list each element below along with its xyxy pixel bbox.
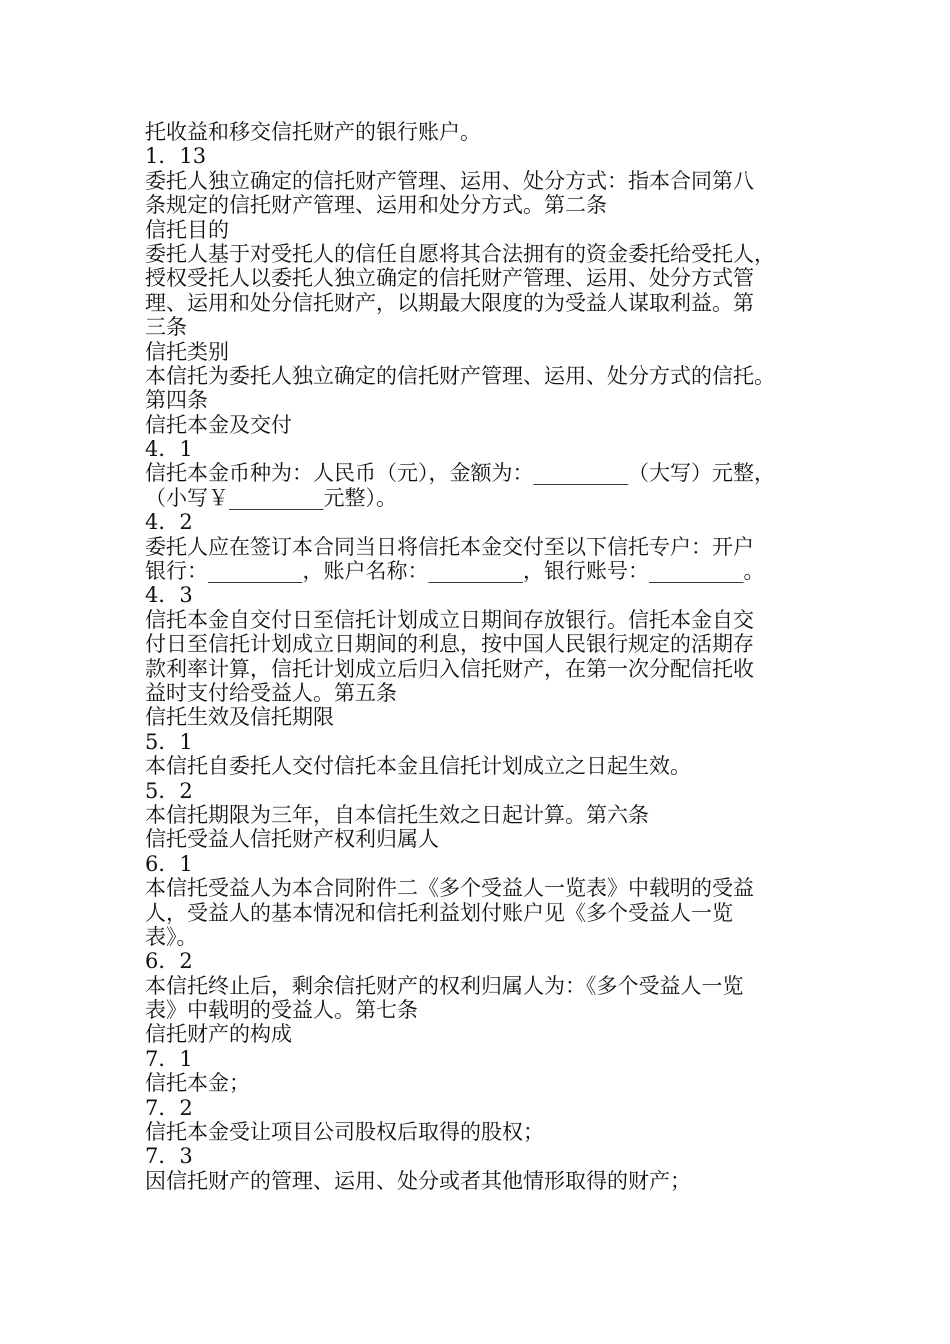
text-line: 信托本金币种为：人民币（元），金额为：_________（大写）元整， bbox=[145, 461, 775, 486]
clause-number: 5．2 bbox=[145, 778, 193, 803]
section-heading: 信托财产的构成 bbox=[145, 1022, 292, 1047]
text-line: 益时支付给受益人。第五条 bbox=[145, 680, 397, 705]
text-line: 委托人基于对受托人的信任自愿将其合法拥有的资金委托给受托人， bbox=[145, 241, 775, 266]
text-line: 条规定的信托财产管理、运用和处分方式。第二条 bbox=[145, 193, 607, 218]
section-heading: 信托生效及信托期限 bbox=[145, 705, 334, 730]
section-heading: 信托受益人信托财产权利归属人 bbox=[145, 827, 439, 852]
text-line: 托收益和移交信托财产的银行账户。 bbox=[145, 120, 481, 144]
text-line: 信托本金受让项目公司股权后取得的股权； bbox=[145, 1120, 544, 1145]
text-line: 信托本金； bbox=[145, 1071, 250, 1096]
section-heading: 信托目的 bbox=[145, 217, 229, 242]
clause-number: 4．3 bbox=[145, 583, 193, 608]
text-line: 委托人应在签订本合同当日将信托本金交付至以下信托专户：开户 bbox=[145, 534, 754, 559]
text-line: 本信托自委托人交付信托本金且信托计划成立之日起生效。 bbox=[145, 754, 691, 779]
clause-number: 5．1 bbox=[145, 729, 193, 754]
clause-number: 7．3 bbox=[145, 1144, 193, 1169]
clause-number: 1．13 bbox=[145, 144, 207, 169]
text-line: 银行：_________，账户名称：_________，银行账号：_________。 bbox=[145, 559, 765, 584]
clause-number: 6．2 bbox=[145, 949, 193, 974]
text-line: 表》。 bbox=[145, 924, 198, 949]
text-line: 委托人独立确定的信托财产管理、运用、处分方式：指本合同第八 bbox=[145, 168, 754, 193]
text-line: 本信托终止后，剩余信托财产的权利归属人为：《多个受益人一览 bbox=[145, 973, 744, 998]
text-line: 因信托财产的管理、运用、处分或者其他情形取得的财产； bbox=[145, 1168, 691, 1193]
text-line: 三条 bbox=[145, 315, 187, 340]
section-heading: 信托类别 bbox=[145, 339, 229, 364]
text-line: 款利率计算，信托计划成立后归入信托财产，在第一次分配信托收 bbox=[145, 656, 754, 681]
clause-number: 4．2 bbox=[145, 510, 193, 535]
text-line: 授权受托人以委托人独立确定的信托财产管理、运用、处分方式管 bbox=[145, 266, 754, 291]
text-line: 信托本金自交付日至信托计划成立日期间存放银行。信托本金自交 bbox=[145, 607, 754, 632]
text-line: 本信托受益人为本合同附件二《多个受益人一览表》中载明的受益 bbox=[145, 876, 754, 901]
section-heading: 信托本金及交付 bbox=[145, 412, 292, 437]
text-line: 第四条 bbox=[145, 388, 208, 413]
text-line: 本信托为委托人独立确定的信托财产管理、运用、处分方式的信托。 bbox=[145, 363, 775, 388]
text-line: 人，受益人的基本情况和信托利益划付账户见《多个受益人一览 bbox=[145, 900, 733, 925]
text-line: （小写￥_________元整）。 bbox=[145, 485, 397, 510]
text-line: 表》中载明的受益人。第七条 bbox=[145, 998, 418, 1023]
document-body bbox=[145, 120, 810, 1193]
text-line: 理、运用和处分信托财产，以期最大限度的为受益人谋取利益。第 bbox=[145, 290, 754, 315]
text-line: 本信托期限为三年，自本信托生效之日起计算。第六条 bbox=[145, 802, 649, 827]
clause-number: 4．1 bbox=[145, 437, 193, 462]
clause-number: 7．2 bbox=[145, 1095, 193, 1120]
clause-number: 6．1 bbox=[145, 851, 193, 876]
text-line: 付日至信托计划成立日期间的利息，按中国人民银行规定的活期存 bbox=[145, 632, 754, 657]
clause-number: 7．1 bbox=[145, 1046, 193, 1071]
